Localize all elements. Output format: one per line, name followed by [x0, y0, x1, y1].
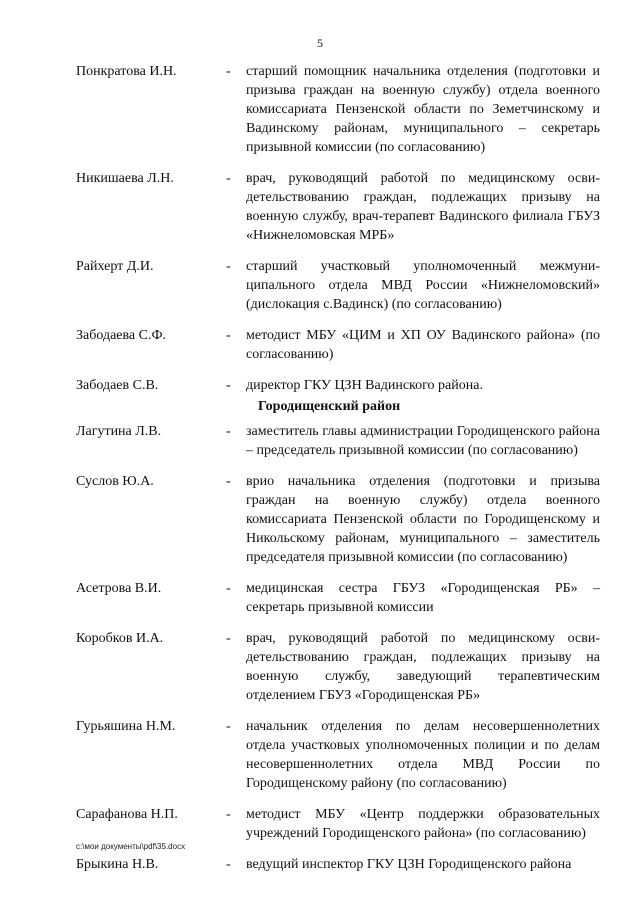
member-name: Забодаев С.В. — [76, 378, 159, 393]
member-role: начальник отделения по делам несовершеннолетних отдела участковых уполномоченных полиции и по делам несовершеннолетних отдела МВД России по Городищенскому району (по согласованию) — [246, 719, 600, 791]
member-name: Коробков И.А. — [76, 631, 164, 646]
member-role: врио начальника отделения (подготовки и призыва граждан на военную службу) отдела военного комиссариата Пензенской области по Городищенскому и Никольскому районам, муниципального – заместитель председателя призывной комиссии (по согласованию) — [246, 474, 600, 565]
dash-separator: - — [226, 581, 231, 596]
dash-separator: - — [226, 259, 231, 274]
member-name: Асетрова В.И. — [76, 581, 162, 596]
member-name: Лагутина Л.В. — [76, 424, 162, 439]
list-item — [76, 629, 600, 705]
list-item — [76, 376, 600, 395]
member-name: Понкратова И.Н. — [76, 64, 177, 79]
dash-separator: - — [226, 719, 231, 734]
dash-separator: - — [226, 474, 231, 489]
list-item — [76, 257, 600, 314]
dash-separator: - — [226, 631, 231, 646]
dash-separator: - — [226, 328, 231, 343]
list-item — [76, 169, 600, 245]
member-role: директор ГКУ ЦЗН Вадинского района. — [246, 378, 483, 393]
dash-separator: - — [226, 64, 231, 79]
list-item — [76, 855, 600, 874]
member-role: заместитель главы администрации Городищенского района – председатель призывной комиссии (по согласованию) — [246, 424, 600, 458]
dash-separator: - — [226, 857, 231, 872]
member-role: методист МБУ «ЦИМ и ХП ОУ Вадинского района» (по согласованию) — [246, 328, 600, 362]
dash-separator: - — [226, 378, 231, 393]
member-role: ведущий инспектор ГКУ ЦЗН Городищенского района — [246, 857, 572, 872]
list-item — [76, 422, 600, 460]
member-role: медицинская сестра ГБУЗ «Городищенская РБ» – секретарь призывной комиссии — [246, 581, 600, 615]
member-name: Сарафанова Н.П. — [76, 807, 178, 822]
member-list — [76, 62, 600, 874]
list-item — [76, 717, 600, 793]
member-name: Суслов Ю.А. — [76, 474, 154, 489]
member-name: Никишаева Л.Н. — [76, 171, 174, 186]
file-path-footer: с:\мои документы\pdf\35.docx — [76, 842, 186, 851]
dash-separator: - — [226, 171, 231, 186]
list-item — [76, 62, 600, 157]
dash-separator: - — [226, 807, 231, 822]
section-heading: Городищенский район — [258, 399, 401, 414]
page-number: 5 — [317, 36, 323, 50]
member-role: врач, руководящий работой по медицинскому освидетельствованию граждан, подлежащих призыву на военную службу, врач-терапевт Вадинского филиала ГБУЗ «Нижнеломовская МРБ» — [246, 171, 600, 243]
list-item — [76, 805, 600, 843]
member-name: Брыкина Н.В. — [76, 857, 159, 872]
member-name: Гурьяшина Н.М. — [76, 719, 176, 734]
member-role: врач, руководящий работой по медицинскому освидетельствованию граждан, подлежащих призыву на военную службу, заведующий терапевтическим отделением ГБУЗ «Городищенская РБ» — [246, 631, 600, 703]
member-name: Райхерт Д.И. — [76, 259, 154, 274]
list-item — [76, 472, 600, 567]
member-role: старший помощник начальника отделения (подготовки и призыва граждан на военную службу) отдела военного комиссариата Пензенской области по Земетчинскому и Вадинскому районам, муниципального – секретарь призывной комиссии (по согласованию) — [246, 64, 600, 155]
member-name: Забодаева С.Ф. — [76, 328, 167, 343]
dash-separator: - — [226, 424, 231, 439]
member-role: старший участковый уполномоченный межмуниципального отдела МВД России «Нижнеломовский» (дислокация с.Вадинск) (по согласованию) — [246, 259, 600, 312]
member-role: методист МБУ «Центр поддержки образовательных учреждений Городищенского района» (по согласованию) — [246, 807, 600, 841]
list-item — [76, 579, 600, 617]
list-item — [76, 326, 600, 364]
